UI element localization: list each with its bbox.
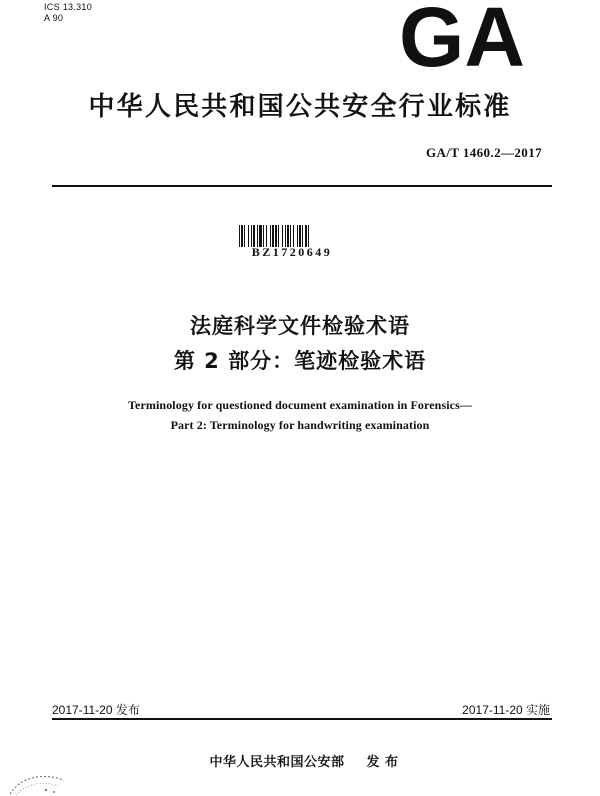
ga-logo [392,0,532,72]
standard-number: GA/T 1460.2—2017 [426,145,542,160]
publisher-action: 发 布 [366,755,399,770]
title-en-line-1: Terminology for questioned document examination in Forensics— [128,398,472,412]
ics-classification [44,2,92,24]
barcode-number: BZ1720649 [251,245,333,259]
publisher-name: 中华人民共和国公安部 [209,755,345,770]
barcode [239,225,345,247]
bottom-divider [52,718,552,720]
top-divider [52,185,552,187]
ccs-code: A 90 [44,13,64,23]
publisher [0,751,600,770]
title-en-line-2: Part 2: Terminology for handwriting examination [170,418,430,432]
implementation-date: 2017-11-20 实施 [462,703,550,717]
title-cn-line-1: 法庭科学文件检验术语 [190,314,410,338]
title-cn-line-2: 第 2 部分：笔迹检验术语 [173,349,427,373]
stamp-mark [6,766,72,796]
standard-category: 中华人民共和国公共安全行业标准 [88,92,512,122]
logo-text: GA [399,0,525,72]
ics-code: ICS 13.310 [44,2,93,12]
issue-date: 2017-11-20 发布 [52,703,140,717]
